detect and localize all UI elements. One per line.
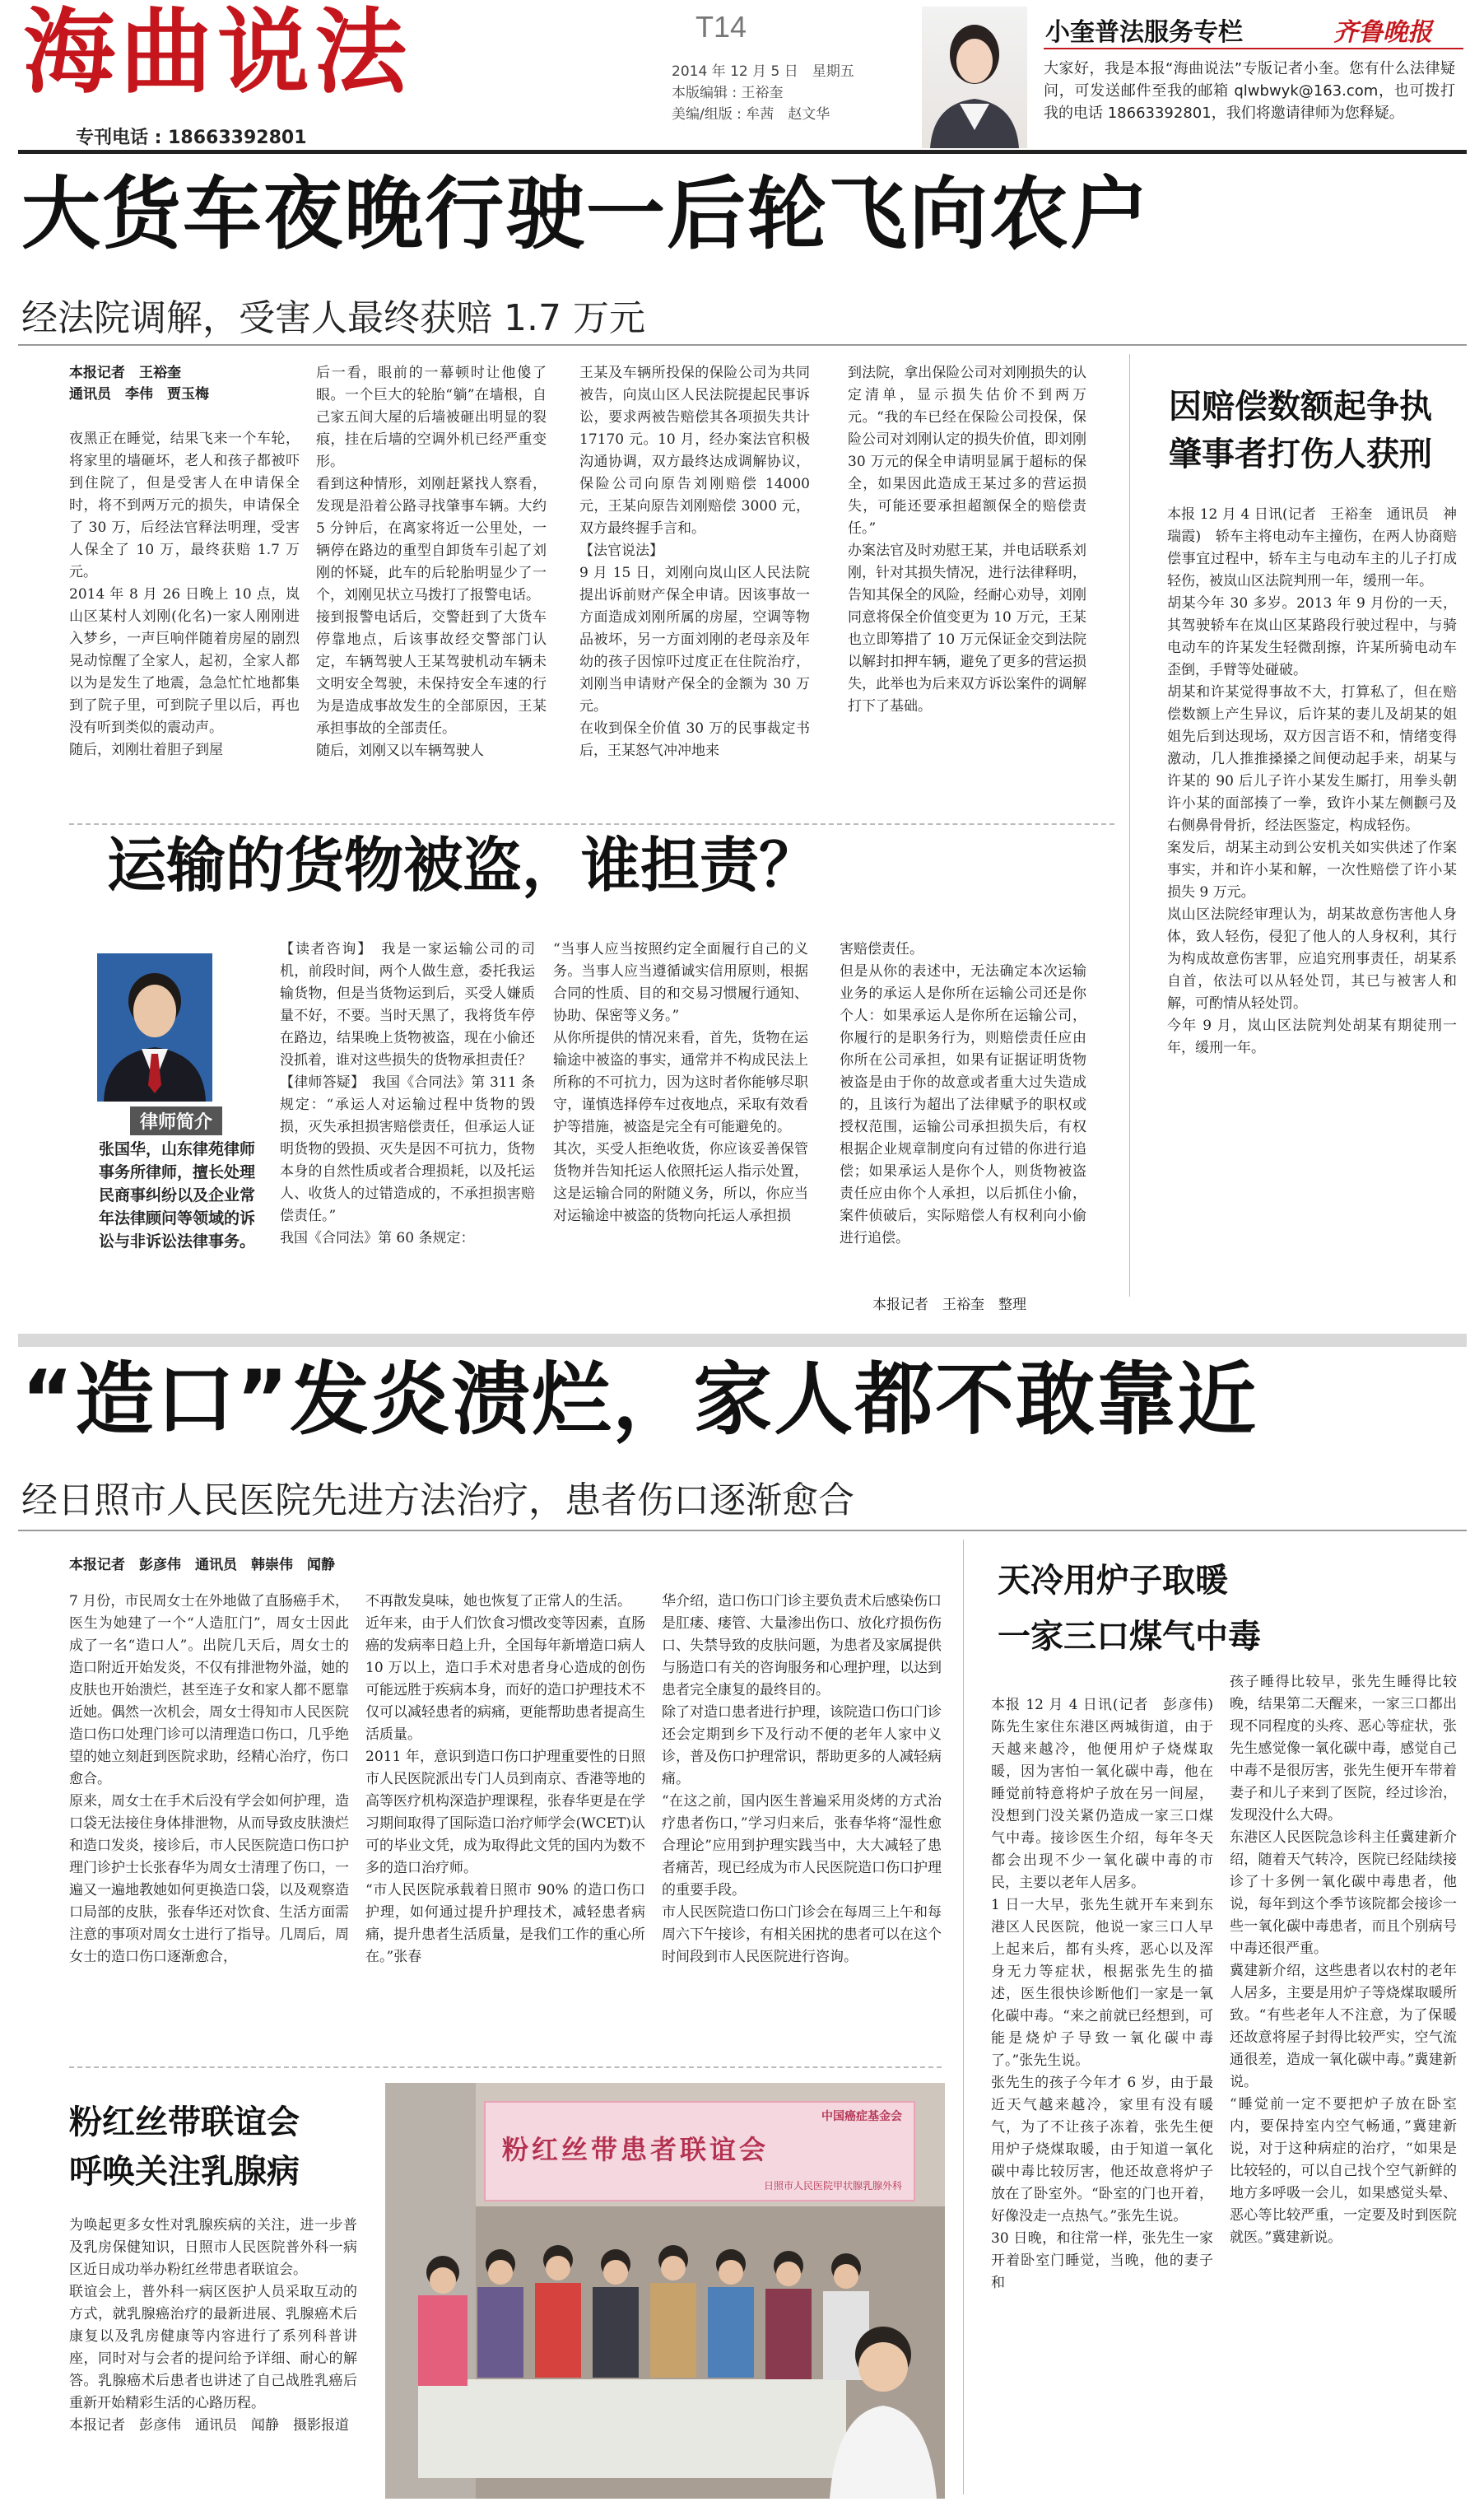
story4-title-line1: 粉红丝带联谊会: [69, 2103, 300, 2141]
story3-byline: 本报记者 彭彦伟 通讯员 韩崇伟 闻静: [69, 1557, 335, 1573]
story3-rule: [18, 1530, 1467, 1531]
lawyer-bio: 张国华，山东律苑律师事务所律师，擅长处理民商事纠纷以及企业常年法律顾问等领域的诉讼与非诉讼法律事务。: [99, 1140, 256, 1251]
story1-headline: 大货车夜晚行驶一后轮飞向农户: [21, 168, 1151, 260]
story2-byline: 本报记者 王裕奎 整理: [872, 1297, 1026, 1313]
masthead-rule: [18, 150, 1467, 154]
section-separator: [18, 1334, 1467, 1347]
story1-divider: [1129, 354, 1130, 1297]
page-number: T14: [695, 10, 747, 44]
banner-text: 粉红丝带患者联谊会: [502, 2134, 770, 2165]
side2-title-line1: 天冷用炉子取暖: [998, 1562, 1228, 1600]
story1-col3: 王某及车辆所投保的保险公司为共同被告，向岚山区人民法院提起民事诉讼，要求两被告赔偿其各项损失共计 17170 元。10 月，经办案法官积极沟通协调，双方最终达成调解协议，保险公司向原告刘刚赔偿 14000 元，王某向原告刘刚赔偿 3000 元，双方最终握手言和。 【法官说法】 9 月 15 日，刘刚向岚山区人民法院提出诉前财产保全申请。因该事故一方面造成刘刚所属的房屋，空调等物品被坏，另一方面刘刚的老母亲及年幼的孩子因惊吓过度正在住院治疗，刘刚当申请财产保全的金额为 30 万元。 在收到保全价值 30 万的民事裁定书后，王某怒气冲冲地来: [579, 365, 810, 759]
story3-col3: 华介绍，造口伤口门诊主要负责术后感染伤口是肛瘘、瘘管、大量渗出伤口、放化疗损伤伤口、失禁导致的皮肤问题，为患者及家属提供与肠造口有关的咨询服务和心理护理，以达到患者完全康复的最终目的。 除了对造口患者进行护理，该院造口伤口门诊还会定期到乡下及行动不便的老年人家中义诊，普及伤口护理常识，帮助更多的人减轻病痛。 “在这之前，国内医生普遍采用炎烤的方式治疗患者伤口，”学习归来后，张春华将“湿性愈合理论”应用到护理实践当中，大大减轻了患者痛苦，现已经成为市人民医院造口伤口护理的重要手段。 市人民医院造口伤口门诊会在每周三上午和每周六下午接诊，有相关困扰的患者可以在这个时间段到市人民医院进行咨询。: [662, 1593, 942, 1965]
story4-title-line2: 呼唤关注乳腺病: [69, 2153, 300, 2191]
side1-title-line2: 肇事者打伤人获刑: [1169, 436, 1432, 473]
newspaper-logo: 齐鲁晚报: [1333, 18, 1432, 47]
hotline: 专刊电话 : 18663392801: [76, 128, 307, 148]
story3-col1: 7 月份，市民周女士在外地做了直肠癌手术，医生为她建了一个“人造肛门”，周女士因此成了一名“造口人”。出院几天后，周女士的造口附近开始发炎，不仅有排泄物外溢，她的皮肤也开始溃烂，甚至连子女和家人都不愿靠近她。偶然一次机会，周女士得知市人民医院造口伤口处理门诊可以清理造口伤口，几乎绝望的她立刻赶到医院求助，经精心治疗，伤口愈合。 原来，周女士在手术后没有学会如何护理，造口袋无法接住身体排泄物，从而导致皮肤溃烂和造口发炎，接诊后，市人民医院造口伤口护理门诊护士长张春华为周女士清理了伤口，一遍又一遍地教她如何更换造口袋，以及观察造口局部的皮肤，张春华还对饮食、生活方面需注意的事项对周女士进行了指导。几周后，周女士的造口伤口逐渐愈合，: [69, 1593, 349, 1965]
banner-org: 中国癌症基金会: [821, 2110, 902, 2123]
lawyer-photo: [97, 953, 212, 1102]
story1-rule: [18, 344, 1467, 346]
story1-subhead: 经法院调解，受害人最终获赔 1.7 万元: [21, 297, 645, 339]
story3-divider: [963, 1540, 964, 2495]
story2-headline: 运输的货物被盗，谁担责？: [107, 831, 819, 900]
story2-col2: “当事人应当按照约定全面履行自己的义务。当事人应当遵循诚实信用原则，根据合同的性质、目的和交易习惯履行通知、协助、保密等义务。” 从你所提供的情况来看，首先，货物在运输途中被盗的事实，通常并不构成民法上所称的不可抗力，因为这时者你能够尽职守，谨慎选择停车过夜地点，采取有效看护等措施，被盗是完全有可能避免的。 其次，买受人拒绝收货，你应该妥善保管货物并告知托运人依照托运人指示处置，这是运输合同的附随义务，所以，你应当对运输途中被盗的货物向托运人承担损: [553, 941, 808, 1224]
story1-col2: 后一看，眼前的一幕顿时让他傻了眼。一个巨大的轮胎“躺”在墙根，自己家五间大屋的后墙被砸出明显的裂痕，挂在后墙的空调外机已经严重变形。 看到这种情形，刘刚赶紧找人察看，发现是沿着公路寻找肇事车辆。大约 5 分钟后，在离家将近一公里处，一辆停在路边的重型自卸货车引起了刘刚的怀疑，此车的后轮胎明显少了一个，刘刚见状立马拨打了报警电话。 接到报警电话后，交警赶到了大货车停靠地点，后该事故经交警部门认定，车辆驾驶人王某驾驶机动车辆未文明安全驾驶，未保持安全车速的行为是造成事故发生的全部原因，王某承担事故的全部责任。 随后，刘刚又以车辆驾驶人: [316, 365, 547, 759]
banner-small: 日照市人民医院甲状腺乳腺外科: [763, 2180, 902, 2192]
story2-col3: 害赔偿责任。 但是从你的表述中，无法确定本次运输业务的承运人是你所在运输公司还是你个人：如果承运人是你所在运输公司，你履行的是职务行为，则赔偿责任应由你所在公司承担，如果有证据证明货物被盗是由于你的故意或者重大过失造成的，且该行为超出了法律赋予的职权或授权范围，运输公司承担损失后，有权根据企业规章制度向有过错的你进行追偿；如果承运人是你个人，则货物被盗责任应由你个人承担，以后抓住小偷，案件侦破后，实际赔偿人有权利向小偷进行追偿。: [840, 941, 1086, 1246]
side1-text: 本报 12 月 4 日讯(记者 王裕奎 通讯员 神瑞霞) 轿车主将电动车主撞伤，在两人协商赔偿事宜过程中，轿车主与电动车主的儿子打成轻伤，被岚山区法院判刑一年，缓刑一年。 胡某今年 30 多岁。2013 年 9 月份的一天，其驾驶轿车在岚山区某路段行驶过程中，与骑电动车的许某发生轻微刮擦，许某所骑电动车歪倒，手臂等处碰破。 胡某和许某觉得事故不大，打算私了，但在赔偿数额上产生异议，后许某的妻儿及胡某的姐姐先后到达现场，双方因言语不和，情绪变得激动，几人推推搡搡之间便动起手来，胡某与许某的 90 后儿子许小某发生厮打，用拳头朝许小某的面部揍了一拳，致许小某左侧颧弓及右侧鼻骨骨折，经法医鉴定，构成轻伤。 案发后，胡某主动到公安机关如实供述了作案事实，并和许小某和解，一次性赔偿了许小某损失 9 万元。 岚山区法院经审理认为，胡某故意伤害他人身体，致人轻伤，侵犯了他人的人身权利，其行为构成故意伤害罪，应追究刑事责任，胡某系自首，依法可以从轻处罚，其已与被害人和解，可酌情从轻处罚。 今年 9 月，岚山区法院判处胡某有期徒刑一年，缓刑一年。: [1167, 506, 1457, 1056]
story1-byline: 本报记者 王裕奎 通讯员 李伟 贾玉梅: [69, 365, 209, 403]
story4-text: 为唤起更多女性对乳腺疾病的关注，进一步普及乳房保健知识，日照市人民医院普外科一病区近日成功举办粉红丝带患者联谊会。 联谊会上，普外科一病区医护人员采取互动的方式，就乳腺癌治疗的最新进展、乳腺癌术后康复以及乳房健康等内容进行了系列科普讲座，同时对与会者的提问给予详细、耐心的解答。乳腺癌术后患者也讲述了自己战胜乳癌后重新开始精彩生活的心路历程。 本报记者 彭彦伟 通讯员 闻静 摄影报道: [69, 2217, 357, 2434]
editor-line: 本版编辑 : 王裕奎: [672, 85, 784, 101]
story2-rule: [69, 823, 1114, 825]
side1-title-line1: 因赔偿数额起争执: [1169, 388, 1432, 426]
story1-col1: 夜黑正在睡觉，结果飞来一个车轮，将家里的墙砸坏，老人和孩子都被吓到住院了，但是受害人在申请保全时，将不到两万元的损失，申请保全了 30 万，后经法官释法明理，受害人保全了 10 万，最终获赔 1.7 万元。 2014 年 8 月 26 日晚上 10 点，岚山区某村人刘刚(化名)一家人刚刚进入梦乡，一声巨响伴随着房屋的剧烈晃动惊醒了全家人，起初，全家人都以为是发生了地震，急急忙忙地都集到了院子里，可到院子里以后，再也没有听到类似的震动声。 随后，刘刚壮着胆子到屋: [69, 431, 300, 758]
audience-illustration: [385, 2083, 945, 2499]
masthead-title: 海曲说法: [23, 0, 412, 106]
design-line: 美编/组版 : 牟茜 赵文华: [672, 106, 830, 123]
story3-col2: 不再散发臭味，她也恢复了正常人的生活。 近年来，由于人们饮食习惯改变等因素，直肠癌的发病率日趋上升，全国每年新增造口病人 10 万以上，造口手术对患者身心造成的创伤可能远胜于疾病本身，而好的造口护理技术不仅可以减轻患者的病痛，更能帮助患者提高生活质量。 2011 年，意识到造口伤口护理重要性的日照市人民医院派出专门人员到南京、香港等地的高等医疗机构深造护理课程，张春华更是在学习期间取得了国际造口治疗师学会(WCET)认可的毕业文凭，成为取得此文凭的国内为数不多的造口治疗师。 “市人民医院承载着日照市 90% 的造口伤口护理，如何通过提升护理技术，减轻患者病痛，提升患者生活质量，是我们工作的重心所在。”张春: [365, 1593, 645, 1965]
side2-col1: 本报 12 月 4 日讯(记者 彭彦伟) 陈先生家住东港区两城街道，由于天越来越冷，他便用炉子烧煤取暖，因为害怕一氧化碳中毒，他在睡觉前特意将炉子放在另一间屋，没想到门没关紧仍造成一家三口煤气中毒。接诊医生介绍，每年冬天都会出现不少一氧化碳中毒的市民，主要以老年人居多。 1 日一大早，张先生就开车来到东港区人民医院，他说一家三口人早上起来后，都有头疼，恶心以及浑身无力等症状，根据张先生的描述，医生很快诊断他们一家是一氧化碳中毒。“来之前就已经想到，可能是烧炉子导致一氧化碳中毒了。”张先生说。 张先生的孩子今年才 6 岁，由于最近天气越来越冷，家里有没有暖气，为了不让孩子冻着，张先生便用炉子烧煤取暖，由于知道一氧化碳中毒比较厉害，他还故意将炉子放在了卧室外。“卧室的门也开着，好像没走一点热气。”张先生说。 30 日晚，和往常一样，张先生一家开着卧室门睡觉，当晚，他的妻子和: [991, 1697, 1213, 2291]
date-line: 2014 年 12 月 5 日 星期五: [672, 63, 854, 80]
column-title: 小奎普法服务专栏: [1045, 18, 1243, 47]
story3-headline: “造口”发炎溃烂，家人都不敢靠近: [21, 1353, 1258, 1446]
story2-col1: 【读者咨询】 我是一家运输公司的司机，前段时间，两个人做生意，委托我运输货物，但是当货物运到后，买受人嫌质量不好，不要。当时天黑了，我将货车停在路边，结果晚上货物被盗，现在小偷还没抓着，谁对这些损失的货物承担责任？ 【律师答疑】 我国《合同法》第 311 条规定：“承运人对运输过程中货物的毁损，灭失承担损害赔偿责任，但承运人证明货物的毁损、灭失是因不可抗力，货物本身的自然性质或者合理损耗，以及托运人、收货人的过错造成的，不承担损害赔偿责任。” 我国《合同法》第 60 条规定：: [280, 941, 535, 1246]
story3-subhead: 经日照市人民医院先进方法治疗，患者伤口逐渐愈合: [21, 1479, 854, 1521]
story4-rule: [69, 2066, 942, 2068]
story1-col4: 到法院，拿出保险公司对刘刚损失的认定清单，显示损失估价不到两万元。“我的车已经在保险公司投保，保险公司对刘刚认定的损失价值，即刘刚 30 万元的保全申请明显属于超标的保全，如果因此造成王某过多的营运损失，可能还要承担超额保全的赔偿责任。” 办案法官及时劝慰王某，并电话联系刘刚，针对其损失情况，进行法律释明，告知其保全的风险，经耐心劝导，刘刚同意将保全价值变更为 10 万元，王某也立即筹措了 10 万元保证金交到法院以解封扣押车辆，避免了更多的营运损失，此举也为后来双方诉讼案件的调解打下了基础。: [848, 365, 1086, 715]
column-title-rule: [1044, 48, 1463, 49]
event-photo: [385, 2083, 945, 2499]
column-intro: 大家好，我是本报“海曲说法”专版记者小奎。您有什么法律疑问，可发送邮件至我的邮箱 qlwbwyk@163.com，也可拨打我的电话 18663392801，我们将邀请律师为您释疑。: [1044, 60, 1455, 122]
side2-col2: 孩子睡得比较早，张先生睡得比较晚，结果第二天醒来，一家三口都出现不同程度的头疼、恶心等症状，张先生感觉像一氧化碳中毒，感觉自己中毒不是很厉害，张先生便开车带着妻子和儿子来到了医院，经过诊治，发现没什么大碍。 东港区人民医院急诊科主任冀建新介绍，随着天气转冷，医院已经陆续接诊了十多例一氧化碳中毒患者，他说，每年到这个季节该院都会接诊一些一氧化碳中毒患者，而且个别病号中毒还很严重。 冀建新介绍，这些患者以农村的老年人居多，主要是用炉子等烧煤取暖所致。“有些老年人不注意，为了保暖还故意将屋子封得比较严实，空气流通很差，造成一氧化碳中毒。”冀建新说。 “睡觉前一定不要把炉子放在卧室内，要保持室内空气畅通，”冀建新说，对于这种病症的治疗，“如果是比较轻的，可以自己找个空气新鲜的地方多呼吸一会儿，如果感觉头晕、恶心等比较严重，一定要及时到医院就医。”冀建新说。: [1230, 1674, 1457, 2246]
side2-title-line2: 一家三口煤气中毒: [998, 1618, 1261, 1656]
reporter-photo: [922, 7, 1027, 148]
lawyer-caption: 律师简介: [130, 1106, 222, 1135]
